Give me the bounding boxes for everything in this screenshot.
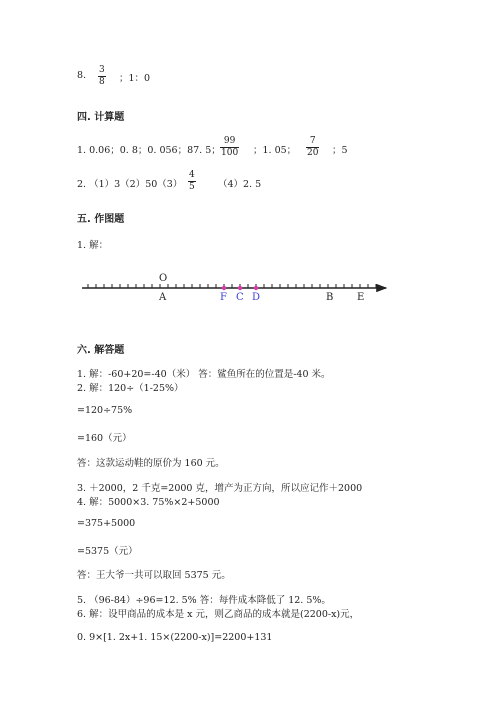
point-d-marker <box>254 286 258 290</box>
calc-2-fraction-denominator: 5 <box>189 182 195 192</box>
answer-line: 0. 9×[1. 2x+1. 15×(2200-x)]=2200+131 <box>77 632 273 643</box>
answer-line: =5375（元） <box>77 546 138 557</box>
calc-1-fraction-1-denominator: 100 <box>221 148 239 158</box>
calc-1-fraction-1-numerator: 99 <box>223 136 236 146</box>
q8-fraction <box>98 65 106 88</box>
point-b-label: B <box>326 292 334 303</box>
calc-2-fraction-numerator: 4 <box>189 170 195 180</box>
point-f-marker <box>222 286 226 290</box>
q8-fraction-denominator: 8 <box>99 77 105 87</box>
answer-line: 5. （96-84）÷96=12. 5% 答：每件成本降低了 12. 5%。 <box>77 595 331 606</box>
answer-line: 2. 解：120÷（1-25%） <box>77 383 184 394</box>
calc-1-fraction-1 <box>220 136 239 159</box>
calc-1-lead: 1. 0.06；0. 8；0. 056；87. 5； <box>77 145 221 156</box>
section-5-answer: 1. 解： <box>77 240 109 251</box>
point-e-label: E <box>357 292 365 303</box>
answer-line: 4. 解：5000×3. 75%×2+5000 <box>77 497 220 508</box>
calc-1-fraction-2-numerator: 7 <box>309 136 316 146</box>
calc-1-fraction-2 <box>306 136 319 159</box>
point-a-label: A <box>159 292 167 303</box>
answer-line: 1. 解：-60+20=-40（米） 答：鲨鱼所在的位置是-40 米。 <box>77 369 331 380</box>
answer-line: =120÷75% <box>77 405 133 416</box>
calc-2-tail: （4）2. 5 <box>218 179 262 190</box>
point-c-marker <box>238 286 242 290</box>
point-c-label: C <box>236 292 244 303</box>
origin-label: O <box>159 273 168 284</box>
calc-1-fraction-2-denominator: 20 <box>307 148 319 158</box>
point-d-label: D <box>252 292 261 303</box>
number-line <box>0 268 500 318</box>
section-5-title: 五. 作图题 <box>77 214 125 225</box>
calc-1-tail: ；5 <box>332 145 348 156</box>
section-4-title: 四. 计算题 <box>77 112 125 123</box>
answer-line: =375+5000 <box>77 518 136 529</box>
answer-line: 3. ＋2000，2 千克=2000 克，增产为正方向，所以应记作＋2000 <box>77 483 363 494</box>
calc-1-mid: ；1. 05； <box>253 145 297 156</box>
q8-ratio: ；1：0 <box>119 73 151 84</box>
answer-line: 6. 解：设甲商品的成本是 x 元，则乙商品的成本就是(2200-x)元， <box>77 609 360 620</box>
answer-line: 答：这款运动鞋的原价为 160 元。 <box>77 458 225 469</box>
q8-number: 8. <box>77 70 87 81</box>
answer-line: =160（元） <box>77 433 132 444</box>
answer-line: 答：王大爷一共可以取回 5375 元。 <box>77 570 231 581</box>
calc-2-lead: 2. （1）3（2）50（3） <box>77 179 183 190</box>
point-f-label: F <box>220 292 227 303</box>
q8-fraction-numerator: 3 <box>99 65 105 75</box>
section-6-title: 六. 解答题 <box>77 345 125 356</box>
calc-2-fraction <box>188 170 196 193</box>
